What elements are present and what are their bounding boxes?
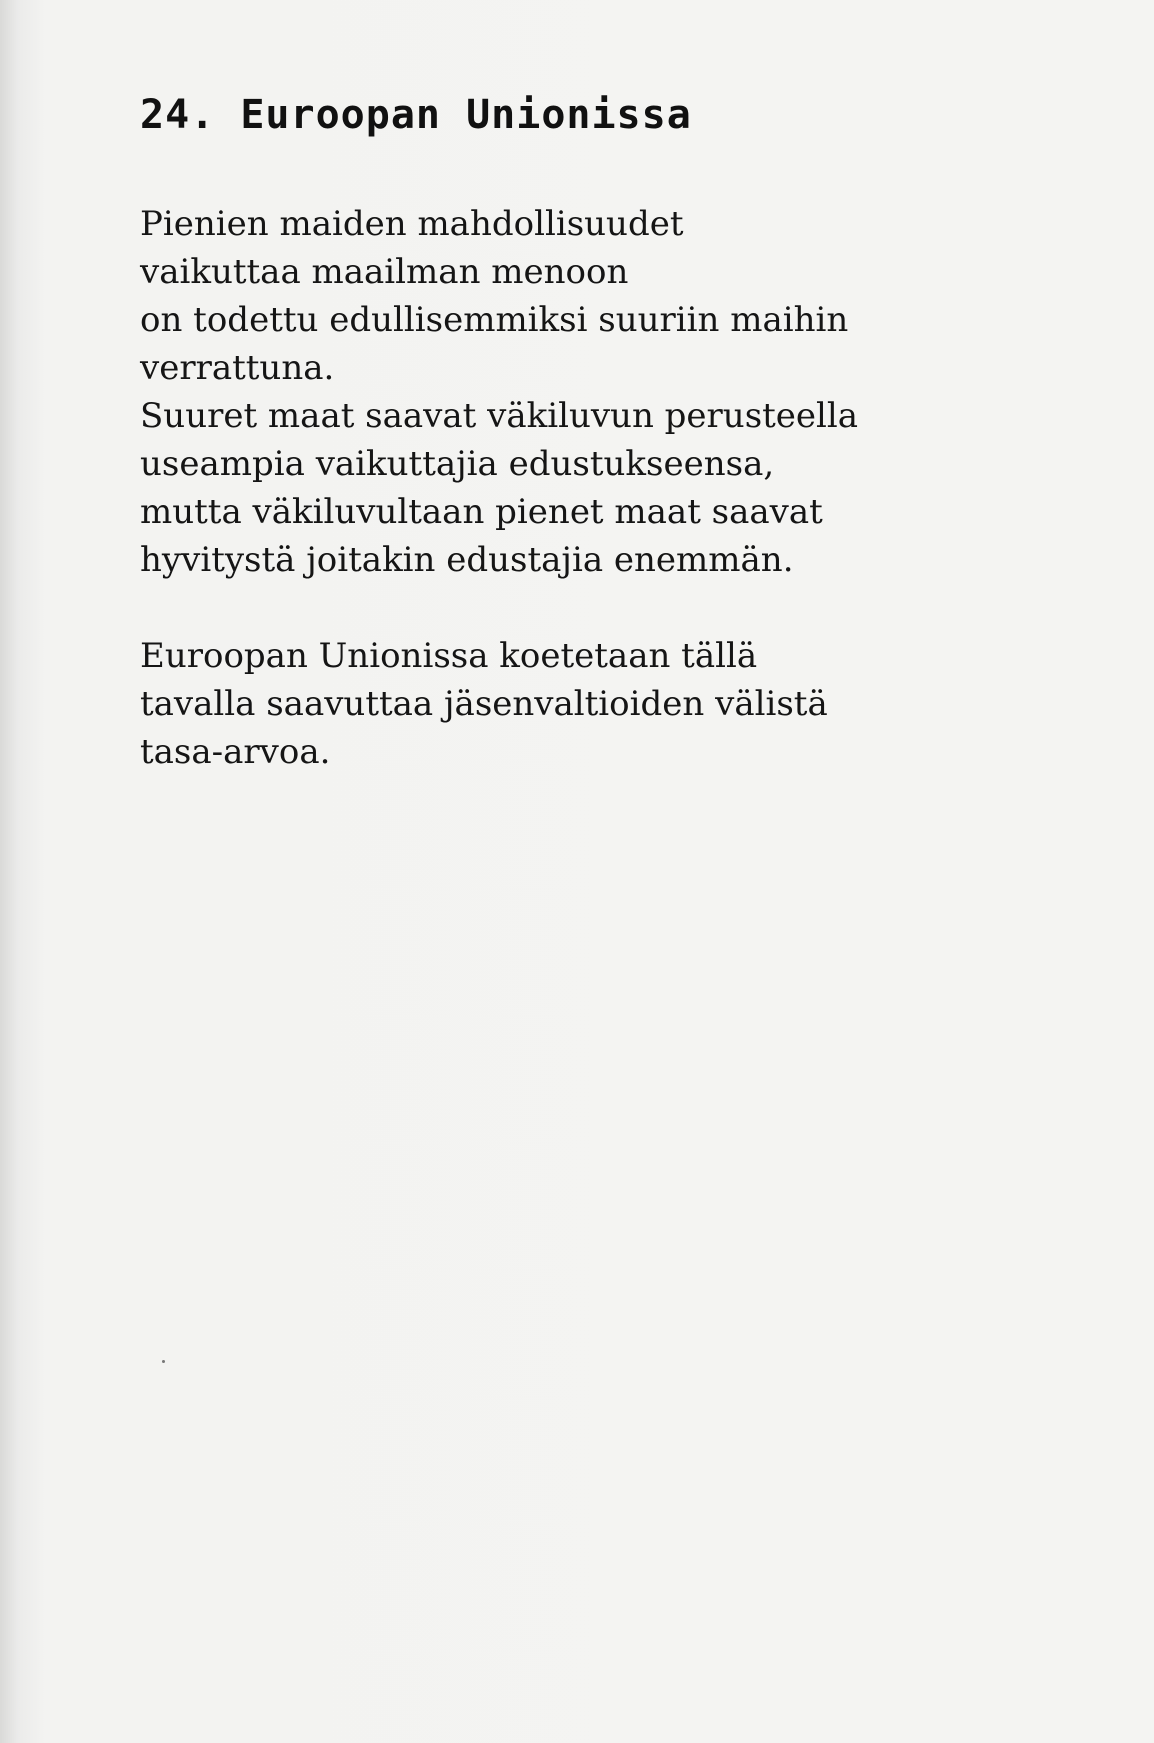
text-line: tasa-arvoa. xyxy=(140,732,331,772)
text-line: useampia vaikuttajia edustukseensa, xyxy=(140,444,775,484)
page-title: 24. Euroopan Unionissa xyxy=(140,92,692,138)
text-line: tavalla saavuttaa jäsenvaltioiden välistä xyxy=(140,684,828,724)
paragraph-spacer xyxy=(140,584,1060,632)
paragraph-2 xyxy=(140,632,1060,776)
body-text xyxy=(140,200,1060,776)
text-line: Pienien maiden mahdollisuudet xyxy=(140,204,684,244)
text-line: verrattuna. xyxy=(140,348,335,388)
text-line: hyvitystä joitakin edustajia enemmän. xyxy=(140,540,794,580)
text-line: Euroopan Unionissa koetetaan tällä xyxy=(140,636,758,676)
paragraph-1 xyxy=(140,200,1060,584)
text-line: vaikuttaa maailman menoon xyxy=(140,252,629,292)
text-line: on todettu edullisemmiksi suuriin maihin xyxy=(140,300,849,340)
text-line: Suuret maat saavat väkiluvun perusteella xyxy=(140,396,859,436)
paper-speck xyxy=(162,1360,165,1363)
text-line: mutta väkiluvultaan pienet maat saavat xyxy=(140,492,823,532)
